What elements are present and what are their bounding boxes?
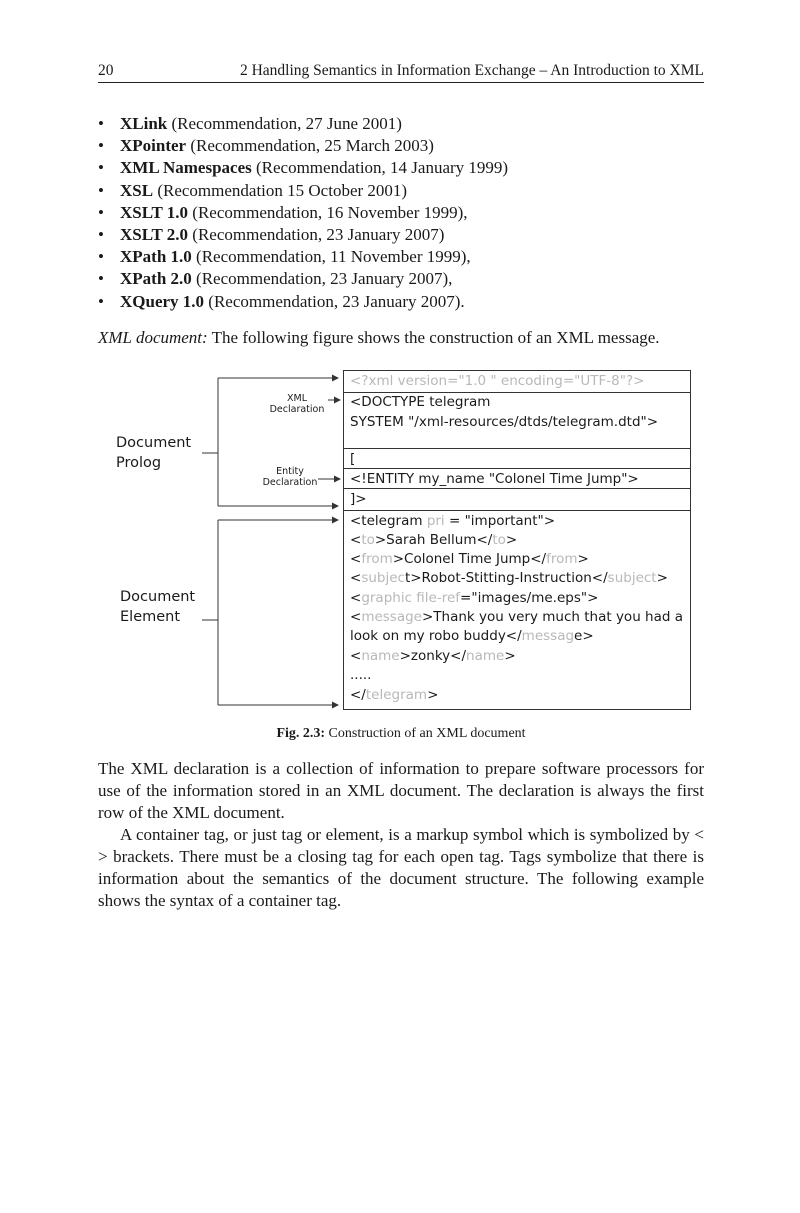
- figure-caption: [98, 726, 704, 742]
- code-line: look on my robo buddy</message>: [350, 628, 594, 644]
- intro-lead: XML document:: [98, 328, 208, 347]
- code-line: <message>Thank you very much that you had a: [350, 609, 683, 625]
- code-line: SYSTEM "/xml-resources/dtds/telegram.dtd">: [350, 414, 659, 430]
- list-item: • XPointer (Recommendation, 25 March 2003): [98, 135, 704, 157]
- separator: [343, 468, 691, 469]
- list-item: • XSLT 1.0 (Recommendation, 16 November 1999),: [98, 202, 704, 224]
- prolog-label: Document Prolog: [116, 435, 192, 471]
- code-line: <subject>Robot-Stitting-Instruction</subject>: [350, 570, 668, 586]
- list-item: • XML Namespaces (Recommendation, 14 January 1999): [98, 157, 704, 179]
- list-item: • XQuery 1.0 (Recommendation, 23 January 2007).: [98, 291, 704, 313]
- separator: [343, 448, 691, 449]
- code-line: </telegram>: [350, 687, 439, 703]
- entity-declaration-label: Entity Declaration: [262, 466, 318, 488]
- recommendation-list: [98, 113, 704, 313]
- code-line-entity: <!ENTITY my_name "Colonel Time Jump">: [350, 471, 639, 487]
- code-line-xml-declaration: <?xml version="1.0 " encoding="UTF-8"?>: [350, 373, 645, 389]
- running-title: 2 Handling Semantics in Information Exchange – An Introduction to XML: [239, 62, 704, 79]
- list-item: • XLink (Recommendation, 27 June 2001): [98, 113, 704, 135]
- figure-intro: [98, 327, 704, 349]
- paragraph-xml-declaration: The XML declaration is a collection of information to prepare software processors for use of the information stored in an XML document. The declaration is always the first row of the XML document.: [98, 759, 704, 822]
- code-line: <DOCTYPE telegram: [350, 394, 491, 410]
- code-box: [343, 370, 691, 710]
- code-line: [: [350, 451, 356, 467]
- separator: [343, 510, 691, 511]
- xml-declaration-label: XML Declaration: [269, 393, 325, 415]
- separator: [343, 488, 691, 489]
- intro-text: The following figure shows the construction of an XML message.: [207, 328, 660, 347]
- list-item: • XPath 1.0 (Recommendation, 11 November 1999),: [98, 246, 704, 268]
- list-item: • XSLT 2.0 (Recommendation, 23 January 2007): [98, 224, 704, 246]
- code-line: <to>Sarah Bellum</to>: [350, 532, 518, 548]
- separator: [343, 392, 691, 393]
- code-line: ]>: [350, 491, 367, 507]
- page-number: 20: [98, 62, 114, 79]
- code-line: <from>Colonel Time Jump</from>: [350, 551, 589, 567]
- list-item: • XSL (Recommendation 15 October 2001): [98, 180, 704, 202]
- running-header: [98, 62, 704, 83]
- caption-label: Fig. 2.3:: [276, 726, 326, 741]
- code-line: .....: [350, 667, 372, 683]
- code-line: <name>zonky</name>: [350, 648, 516, 664]
- code-line: <telegram pri = "important">: [350, 513, 556, 529]
- code-line: <graphic file-ref="images/me.eps">: [350, 590, 599, 606]
- list-item: • XPath 2.0 (Recommendation, 23 January 2007),: [98, 268, 704, 290]
- paragraph-container-tag: A container tag, or just tag or element, is a markup symbol which is symbolized by < > brackets. There must be a closing tag for each open tag. Tags symbolize that there is information about the semantics of the document structure. The following example shows the syntax of a container tag.: [98, 825, 704, 910]
- element-label: Document Element: [120, 589, 196, 625]
- caption-text: Construction of an XML document: [325, 726, 526, 741]
